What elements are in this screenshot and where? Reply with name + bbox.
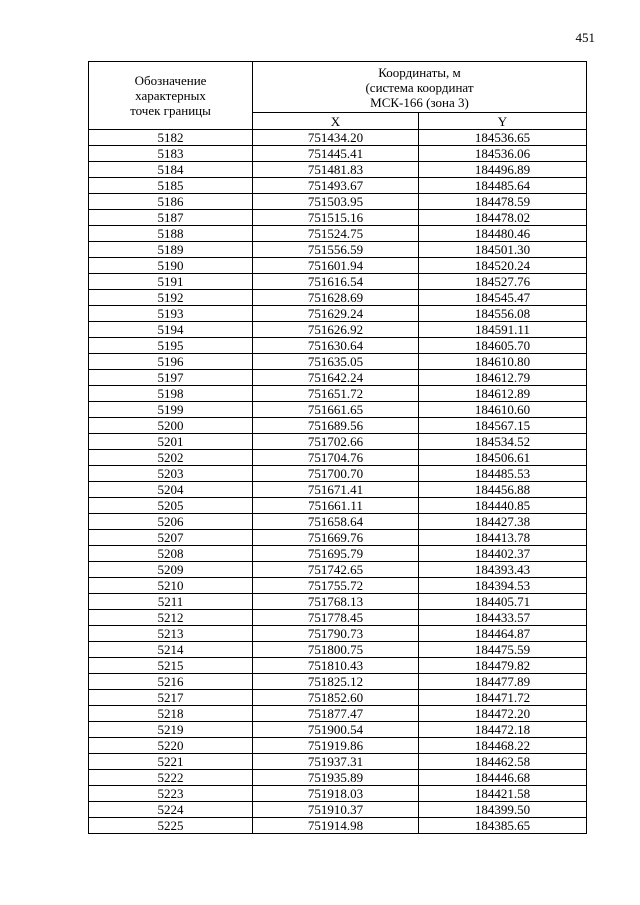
y-coordinate-cell: 184477.89 (419, 674, 587, 690)
x-coordinate-cell: 751689.56 (253, 418, 419, 434)
point-cell: 5194 (89, 322, 253, 338)
point-cell: 5185 (89, 178, 253, 194)
point-cell: 5216 (89, 674, 253, 690)
point-cell: 5203 (89, 466, 253, 482)
y-coordinate-cell: 184475.59 (419, 642, 587, 658)
table-row (89, 562, 587, 578)
table-row (89, 626, 587, 642)
point-designation-header (89, 62, 253, 130)
point-cell: 5189 (89, 242, 253, 258)
x-coordinate-cell: 751658.64 (253, 514, 419, 530)
y-coordinate-cell: 184478.59 (419, 194, 587, 210)
table-row (89, 642, 587, 658)
table-row (89, 370, 587, 386)
x-coordinate-cell: 751524.75 (253, 226, 419, 242)
x-coordinate-cell: 751434.20 (253, 130, 419, 146)
x-coordinate-cell: 751556.59 (253, 242, 419, 258)
table-row (89, 434, 587, 450)
y-column-header: Y (419, 113, 587, 130)
point-cell: 5209 (89, 562, 253, 578)
x-coordinate-cell: 751628.69 (253, 290, 419, 306)
coordinates-header (253, 62, 587, 113)
y-coordinate-cell: 184536.06 (419, 146, 587, 162)
point-cell: 5199 (89, 402, 253, 418)
x-coordinate-cell: 751810.43 (253, 658, 419, 674)
point-cell: 5184 (89, 162, 253, 178)
table-row (89, 594, 587, 610)
y-coordinate-cell: 184393.43 (419, 562, 587, 578)
table-row (89, 354, 587, 370)
table-row (89, 802, 587, 818)
x-coordinate-cell: 751742.65 (253, 562, 419, 578)
x-coordinate-cell: 751629.24 (253, 306, 419, 322)
table-body (89, 130, 587, 834)
point-cell: 5215 (89, 658, 253, 674)
table-row (89, 610, 587, 626)
point-cell: 5200 (89, 418, 253, 434)
y-coordinate-cell: 184591.11 (419, 322, 587, 338)
y-coordinate-cell: 184610.80 (419, 354, 587, 370)
point-cell: 5223 (89, 786, 253, 802)
table-row (89, 754, 587, 770)
point-cell: 5222 (89, 770, 253, 786)
y-coordinate-cell: 184462.58 (419, 754, 587, 770)
x-coordinate-cell: 751755.72 (253, 578, 419, 594)
table-row (89, 466, 587, 482)
table-row (89, 290, 587, 306)
table-header (89, 62, 587, 130)
point-cell: 5187 (89, 210, 253, 226)
point-cell: 5221 (89, 754, 253, 770)
point-header-line-3: точек границы (130, 103, 211, 118)
table-row (89, 194, 587, 210)
point-cell: 5225 (89, 818, 253, 834)
x-coordinate-cell: 751825.12 (253, 674, 419, 690)
y-coordinate-cell: 184480.46 (419, 226, 587, 242)
table-row (89, 498, 587, 514)
x-coordinate-cell: 751635.05 (253, 354, 419, 370)
y-coordinate-cell: 184479.82 (419, 658, 587, 674)
table-row (89, 386, 587, 402)
y-coordinate-cell: 184464.87 (419, 626, 587, 642)
point-cell: 5212 (89, 610, 253, 626)
table-row (89, 690, 587, 706)
point-cell: 5220 (89, 738, 253, 754)
y-coordinate-cell: 184427.38 (419, 514, 587, 530)
table-row (89, 258, 587, 274)
table-row (89, 178, 587, 194)
y-coordinate-cell: 184440.85 (419, 498, 587, 514)
x-coordinate-cell: 751702.66 (253, 434, 419, 450)
point-header-line-1: Обозначение (134, 73, 207, 88)
x-coordinate-cell: 751768.13 (253, 594, 419, 610)
x-coordinate-cell: 751700.70 (253, 466, 419, 482)
point-header-line-2: характерных (135, 88, 206, 103)
point-cell: 5217 (89, 690, 253, 706)
x-coordinate-cell: 751616.54 (253, 274, 419, 290)
point-cell: 5191 (89, 274, 253, 290)
point-cell: 5197 (89, 370, 253, 386)
table-row (89, 146, 587, 162)
point-cell: 5202 (89, 450, 253, 466)
y-coordinate-cell: 184536.65 (419, 130, 587, 146)
point-cell: 5182 (89, 130, 253, 146)
point-cell: 5183 (89, 146, 253, 162)
y-coordinate-cell: 184567.15 (419, 418, 587, 434)
point-cell: 5206 (89, 514, 253, 530)
y-coordinate-cell: 184556.08 (419, 306, 587, 322)
x-coordinate-cell: 751935.89 (253, 770, 419, 786)
y-coordinate-cell: 184472.20 (419, 706, 587, 722)
y-coordinate-cell: 184534.52 (419, 434, 587, 450)
point-cell: 5204 (89, 482, 253, 498)
x-coordinate-cell: 751704.76 (253, 450, 419, 466)
point-cell: 5210 (89, 578, 253, 594)
point-cell: 5211 (89, 594, 253, 610)
x-coordinate-cell: 751914.98 (253, 818, 419, 834)
point-cell: 5224 (89, 802, 253, 818)
table-row (89, 658, 587, 674)
x-coordinate-cell: 751695.79 (253, 546, 419, 562)
y-coordinate-cell: 184446.68 (419, 770, 587, 786)
x-coordinate-cell: 751877.47 (253, 706, 419, 722)
table-row (89, 210, 587, 226)
x-coordinate-cell: 751493.67 (253, 178, 419, 194)
y-coordinate-cell: 184496.89 (419, 162, 587, 178)
point-cell: 5214 (89, 642, 253, 658)
x-column-header: X (253, 113, 419, 130)
x-coordinate-cell: 751651.72 (253, 386, 419, 402)
table-row (89, 674, 587, 690)
x-coordinate-cell: 751515.16 (253, 210, 419, 226)
x-coordinate-cell: 751661.65 (253, 402, 419, 418)
point-cell: 5195 (89, 338, 253, 354)
table-row (89, 482, 587, 498)
point-cell: 5190 (89, 258, 253, 274)
table-row (89, 130, 587, 146)
y-coordinate-cell: 184399.50 (419, 802, 587, 818)
x-coordinate-cell: 751778.45 (253, 610, 419, 626)
x-coordinate-cell: 751626.92 (253, 322, 419, 338)
x-coordinate-cell: 751918.03 (253, 786, 419, 802)
point-cell: 5219 (89, 722, 253, 738)
table-row (89, 706, 587, 722)
y-coordinate-cell: 184421.58 (419, 786, 587, 802)
x-coordinate-cell: 751642.24 (253, 370, 419, 386)
y-coordinate-cell: 184605.70 (419, 338, 587, 354)
y-coordinate-cell: 184385.65 (419, 818, 587, 834)
table-row (89, 530, 587, 546)
point-cell: 5213 (89, 626, 253, 642)
y-coordinate-cell: 184471.72 (419, 690, 587, 706)
table-row (89, 578, 587, 594)
x-coordinate-cell: 751790.73 (253, 626, 419, 642)
x-coordinate-cell: 751937.31 (253, 754, 419, 770)
y-coordinate-cell: 184545.47 (419, 290, 587, 306)
x-coordinate-cell: 751481.83 (253, 162, 419, 178)
table-row (89, 546, 587, 562)
table-row (89, 306, 587, 322)
y-coordinate-cell: 184612.89 (419, 386, 587, 402)
x-coordinate-cell: 751503.95 (253, 194, 419, 210)
y-coordinate-cell: 184485.53 (419, 466, 587, 482)
coordinates-header-line-2: (система координат (365, 79, 474, 95)
table-row (89, 162, 587, 178)
point-cell: 5218 (89, 706, 253, 722)
y-coordinate-cell: 184456.88 (419, 482, 587, 498)
x-coordinate-cell: 751852.60 (253, 690, 419, 706)
x-coordinate-cell: 751910.37 (253, 802, 419, 818)
x-coordinate-cell: 751900.54 (253, 722, 419, 738)
point-cell: 5192 (89, 290, 253, 306)
point-cell: 5207 (89, 530, 253, 546)
coordinates-header-line-3: МСК-166 (зона 3) (370, 94, 469, 110)
table-row (89, 226, 587, 242)
y-coordinate-cell: 184478.02 (419, 210, 587, 226)
y-coordinate-cell: 184610.60 (419, 402, 587, 418)
point-cell: 5205 (89, 498, 253, 514)
table-row (89, 722, 587, 738)
coordinates-header-line-1: Координаты, м (378, 64, 461, 80)
y-coordinate-cell: 184506.61 (419, 450, 587, 466)
y-coordinate-cell: 184402.37 (419, 546, 587, 562)
point-cell: 5198 (89, 386, 253, 402)
y-coordinate-cell: 184520.24 (419, 258, 587, 274)
x-coordinate-cell: 751671.41 (253, 482, 419, 498)
page-number: 451 (575, 30, 595, 45)
x-coordinate-cell: 751661.11 (253, 498, 419, 514)
table-row (89, 738, 587, 754)
y-coordinate-cell: 184501.30 (419, 242, 587, 258)
y-coordinate-cell: 184485.64 (419, 178, 587, 194)
point-cell: 5193 (89, 306, 253, 322)
y-coordinate-cell: 184472.18 (419, 722, 587, 738)
y-coordinate-cell: 184405.71 (419, 594, 587, 610)
table-row (89, 418, 587, 434)
table-row (89, 322, 587, 338)
point-cell: 5196 (89, 354, 253, 370)
y-coordinate-cell: 184433.57 (419, 610, 587, 626)
x-coordinate-cell: 751800.75 (253, 642, 419, 658)
table-row (89, 402, 587, 418)
table-row (89, 770, 587, 786)
y-coordinate-cell: 184612.79 (419, 370, 587, 386)
point-cell: 5201 (89, 434, 253, 450)
x-coordinate-cell: 751669.76 (253, 530, 419, 546)
x-coordinate-cell: 751601.94 (253, 258, 419, 274)
table-row (89, 274, 587, 290)
y-coordinate-cell: 184468.22 (419, 738, 587, 754)
x-coordinate-cell: 751919.86 (253, 738, 419, 754)
x-coordinate-cell: 751630.64 (253, 338, 419, 354)
y-coordinate-cell: 184527.76 (419, 274, 587, 290)
point-cell: 5186 (89, 194, 253, 210)
table-row (89, 818, 587, 834)
y-coordinate-cell: 184394.53 (419, 578, 587, 594)
table-row (89, 242, 587, 258)
point-cell: 5188 (89, 226, 253, 242)
coordinates-table (88, 61, 587, 834)
x-coordinate-cell: 751445.41 (253, 146, 419, 162)
table-row (89, 450, 587, 466)
table-row (89, 338, 587, 354)
table-row (89, 786, 587, 802)
table-row (89, 514, 587, 530)
point-cell: 5208 (89, 546, 253, 562)
y-coordinate-cell: 184413.78 (419, 530, 587, 546)
